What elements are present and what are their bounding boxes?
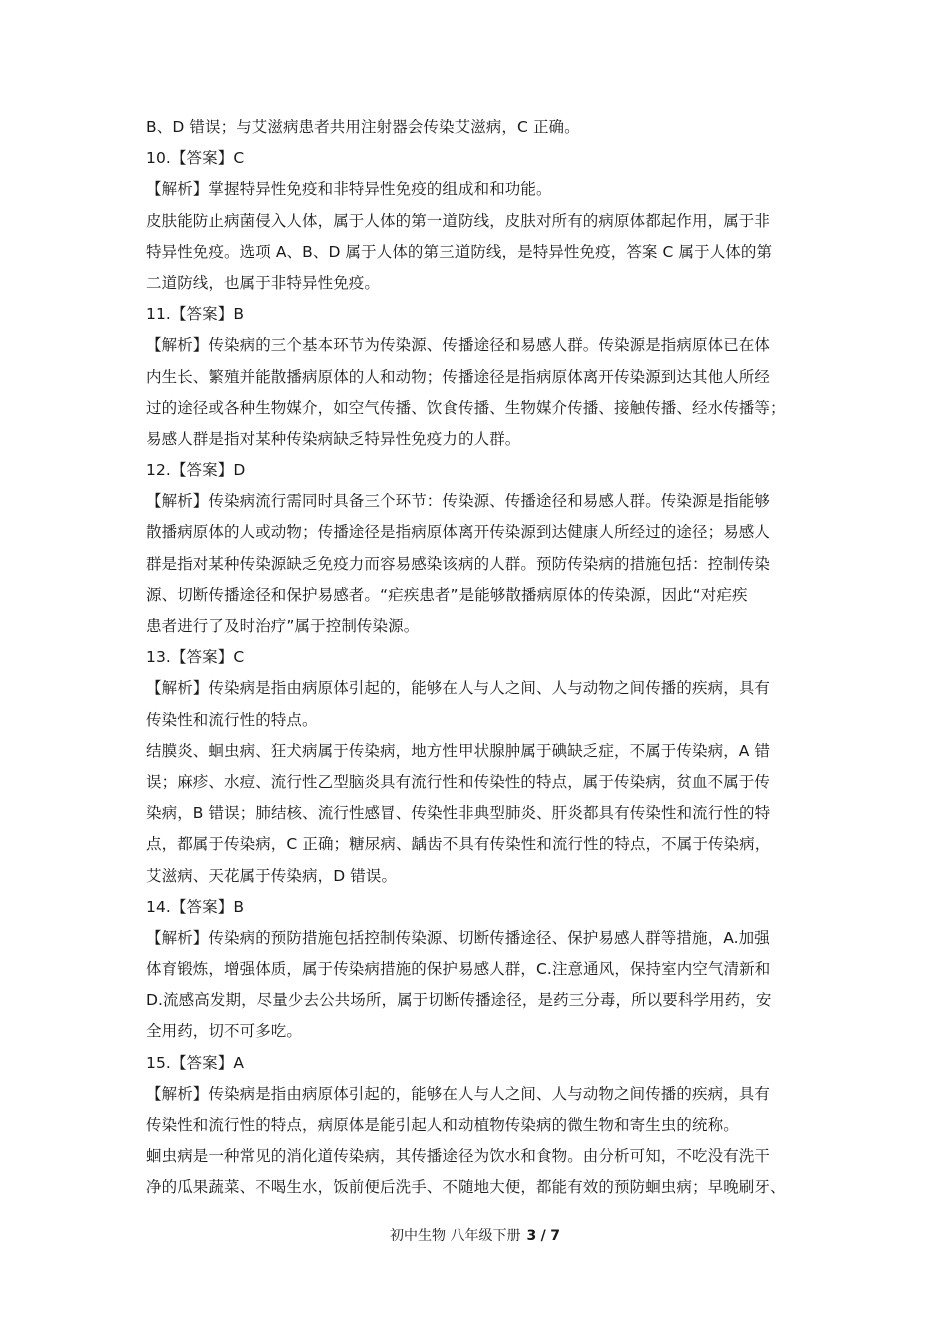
text-line: 传染性和流行性的特点。 xyxy=(146,710,318,729)
text-line: 【解析】传染病的三个基本环节为传染源、传播途径和易感人群。传染源是指病原体已在体 xyxy=(146,336,771,355)
text-line: 蛔虫病是一种常见的消化道传染病，其传播途径为饮水和食物。由分析可知，不吃没有洗干 xyxy=(146,1147,771,1166)
text-line: 结膜炎、蛔虫病、狂犬病属于传染病，地方性甲状腺肿属于碘缺乏症，不属于传染病，A 错 xyxy=(146,741,771,760)
text-line: 染病，B 错误；肺结核、流行性感冒、传染性非典型肺炎、肝炎都具有传染性和流行性的特 xyxy=(146,804,771,823)
page-number-separator: / xyxy=(540,1228,546,1244)
text-line: 点，都属于传染病，C 正确；糖尿病、龋齿不具有传染性和流行性的特点，不属于传染病， xyxy=(146,835,771,854)
text-line: 患者进行了及时治疗”属于控制传染源。 xyxy=(146,617,420,635)
page-number-total: 7 xyxy=(550,1228,560,1244)
text-line: 净的瓜果蔬菜、不喝生水，饭前便后洗手、不随地大便，都能有效的预防蛔虫病；早晚刷牙、 xyxy=(146,1178,786,1197)
text-line: 二道防线，也属于非特异性免疫。 xyxy=(146,273,381,292)
text-line: 群是指对某种传染源缺乏免疫力而容易感染该病的人群。预防传染病的措施包括：控制传染 xyxy=(146,554,771,573)
text-line: 体育锻炼，增强体质，属于传染病措施的保护易感人群，C.注意通风，保持室内空气清新和 xyxy=(146,960,771,979)
text-line: D.流感高发期，尽量少去公共场所，属于切断传播途径，是药三分毒，所以要科学用药，安 xyxy=(146,991,772,1010)
answer-heading: 12.【答案】D xyxy=(146,461,246,480)
text-line: B、D 错误；与艾滋病患者共用注射器会传染艾滋病，C 正确。 xyxy=(146,118,580,136)
text-line: 内生长、繁殖并能散播病原体的人和动物；传播途径是指病原体离开传染源到达其他人所经 xyxy=(146,367,771,386)
answer-heading: 13.【答案】C xyxy=(146,648,245,667)
text-line: 艾滋病、天花属于传染病，D 错误。 xyxy=(146,866,398,885)
text-line: 误；麻疹、水痘、流行性乙型脑炎具有流行性和传染性的特点，属于传染病，贫血不属于传 xyxy=(146,772,771,791)
text-line: 传染性和流行性的特点，病原体是能引起人和动植物传染病的微生物和寄生虫的统称。 xyxy=(146,1116,739,1134)
page-footer xyxy=(0,1226,950,1246)
answer-heading: 15.【答案】A xyxy=(146,1053,245,1072)
answer-heading: 11.【答案】B xyxy=(146,305,245,324)
text-line: 特异性免疫。选项 A、B、D 属于人体的第三道防线，是特异性免疫，答案 C 属于人体的第 xyxy=(146,242,773,261)
text-line: 过的途径或各种生物媒介，如空气传播、饮食传播、生物媒介传播、接触传播、经水传播等； xyxy=(146,398,786,417)
text-line: 源、切断传播途径和保护易感者。“疟疾患者”是能够散播病原体的传染源，因此“对疟疾 xyxy=(146,585,748,604)
text-line: 【解析】掌握特异性免疫和非特异性免疫的组成和和功能。 xyxy=(146,180,552,199)
text-line: 【解析】传染病是指由病原体引起的，能够在人与人之间、人与动物之间传播的疾病，具有 xyxy=(146,679,771,698)
answer-explanation-body xyxy=(146,112,818,1204)
text-line: 全用药，切不可多吃。 xyxy=(146,1022,303,1041)
text-line: 【解析】传染病的预防措施包括控制传染源、切断传播途径、保护易感人群等措施，A.加强 xyxy=(146,928,770,947)
text-line: 【解析】传染病流行需同时具备三个环节：传染源、传播途径和易感人群。传染源是指能够 xyxy=(146,492,771,511)
page-number-current: 3 xyxy=(526,1228,537,1244)
answer-heading: 14.【答案】B xyxy=(146,897,245,916)
answer-heading: 10.【答案】C xyxy=(146,149,245,168)
footer-title: 初中生物 八年级下册 xyxy=(390,1228,521,1244)
text-line: 【解析】传染病是指由病原体引起的，能够在人与人之间、人与动物之间传播的疾病，具有 xyxy=(146,1084,771,1103)
text-line: 皮肤能防止病菌侵入人体，属于人体的第一道防线，皮肤对所有的病原体都起作用，属于非 xyxy=(146,211,771,230)
text-line: 易感人群是指对某种传染病缺乏特异性免疫力的人群。 xyxy=(146,429,521,448)
text-line: 散播病原体的人或动物；传播途径是指病原体离开传染源到达健康人所经过的途径；易感人 xyxy=(146,523,771,542)
